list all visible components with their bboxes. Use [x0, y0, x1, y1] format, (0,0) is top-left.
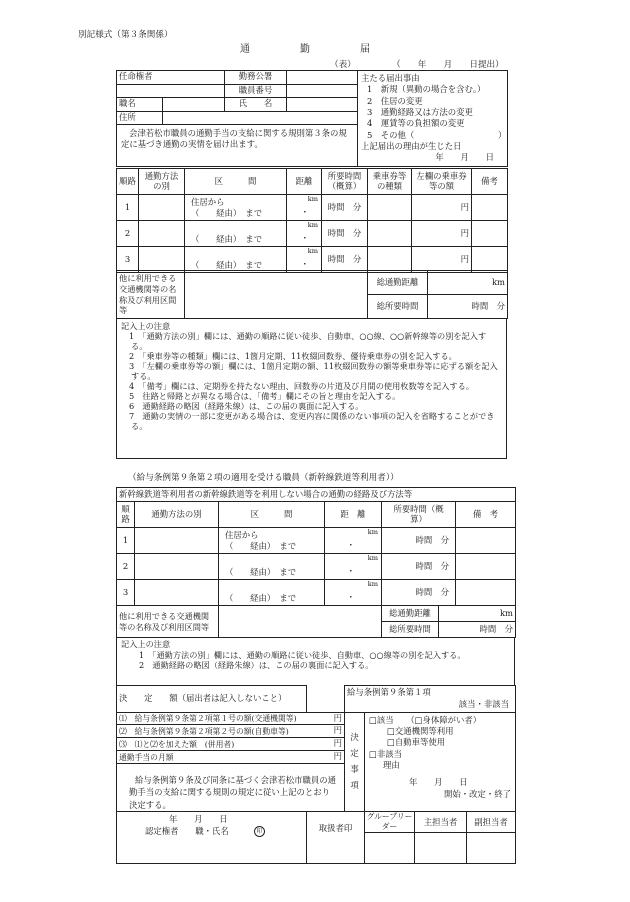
- seal-icon: 印: [254, 826, 265, 837]
- approval-date[interactable]: 年 月 日: [169, 813, 228, 824]
- distance-field[interactable]: km ・: [325, 528, 382, 554]
- notes-heading: 記入上の注意: [121, 639, 171, 649]
- clause-title: 給与条例第９条第１項: [347, 687, 431, 697]
- total-time-label: 総所要時間: [368, 295, 428, 319]
- ticket-amount-field[interactable]: 円: [412, 221, 472, 247]
- reason-item[interactable]: 1 新規（異動の場合を含む。）: [367, 84, 486, 95]
- office-field[interactable]: [287, 71, 358, 85]
- note-item: 3 「左欄の乗車券等の額」欄には、1箇月定期の額、11枚綴回数券の額等乗車券等に応ずる額を記入する。: [129, 361, 498, 381]
- table-row: [117, 554, 516, 580]
- applicant-table: [116, 70, 508, 167]
- distance-field[interactable]: km ・: [287, 221, 322, 247]
- office-label: 勤務公署: [225, 71, 287, 85]
- clause-box: [345, 686, 516, 713]
- time-field[interactable]: 時間 分: [322, 221, 368, 247]
- method-field[interactable]: [139, 247, 185, 273]
- amount-unit[interactable]: 円: [322, 725, 344, 738]
- reasons-box: [358, 71, 508, 167]
- remarks-field[interactable]: [472, 221, 508, 247]
- table-row: [117, 221, 508, 247]
- group-leader-stamp[interactable]: [365, 833, 414, 863]
- table-row: [117, 195, 508, 221]
- col-header: 通勤方法の別: [139, 169, 185, 195]
- other-transit-label: 他に利用できる交通機関等の名称及び利用区間等: [117, 606, 219, 638]
- form-label: 別記様式（第３条関係）: [78, 30, 173, 40]
- method-field[interactable]: [139, 221, 185, 247]
- total-distance-field[interactable]: km: [439, 606, 516, 622]
- col-header: 所要時間（概 算）: [382, 502, 456, 528]
- row-no: 2: [117, 221, 139, 247]
- employee-no-field[interactable]: [287, 84, 358, 98]
- submission-date: （ 年 月 日提出）: [392, 60, 504, 70]
- section-field[interactable]: （ 経由） まで: [219, 554, 325, 580]
- notes2-box: [116, 637, 515, 685]
- name-label: 氏 名: [225, 98, 287, 112]
- amount-line: ⑴ 給与条例第９条第２項第１号の額(交通機関等): [117, 713, 322, 725]
- table-row: [117, 247, 508, 273]
- table-row: [117, 528, 516, 554]
- shinkansen-totals: [116, 605, 516, 638]
- shinkansen-table: [116, 487, 516, 606]
- decision-matters-label: 決定事項: [345, 712, 365, 811]
- col-header: 備 考: [456, 502, 516, 528]
- col-header: 区 間: [219, 502, 325, 528]
- amount-line: ⑵ 給与条例第９条第２項第２号の額(自動車等): [117, 725, 322, 738]
- note-item: 2 「乗車券等の種類」欄には、1箇月定期、11枚綴回数券、優待乗車券の別を記入する。: [129, 351, 457, 361]
- table-row: [117, 580, 516, 606]
- name-field[interactable]: [287, 98, 358, 112]
- remarks-field[interactable]: [456, 580, 516, 606]
- remarks-field[interactable]: [472, 247, 508, 273]
- section2-caption: （給与条例第９条第２項の適用を受ける職員（新幹線鉄道等利用者））: [128, 473, 399, 483]
- col-header: 備考: [472, 169, 508, 195]
- total-time-label: 総所要時間: [382, 622, 439, 638]
- occurred-date[interactable]: 年 月 日: [435, 152, 494, 163]
- other-transit-label: 他に利用できる交通機関等の名称及び利用区間等: [117, 271, 185, 319]
- appointer-field[interactable]: [117, 84, 225, 98]
- appointer-label: 任命権者: [117, 71, 225, 85]
- time-field[interactable]: 時間 分: [382, 554, 456, 580]
- amount-unit[interactable]: 円: [322, 751, 344, 764]
- decision-kind[interactable]: 開始・改定・終了: [444, 788, 511, 799]
- approver-line: 認定権者 職・氏名 印: [145, 825, 304, 838]
- row-no: 3: [117, 580, 135, 606]
- distance-field[interactable]: km ・: [325, 554, 382, 580]
- ticket-type-field[interactable]: [368, 195, 412, 221]
- col-header: 順路: [117, 502, 135, 528]
- remarks-field[interactable]: [472, 195, 508, 221]
- col-header: 区 間: [185, 169, 287, 195]
- reason-item[interactable]: 3 通勤経路又は方法の変更: [367, 107, 473, 118]
- reason-item[interactable]: 4 運賃等の負担額の変更: [367, 118, 465, 129]
- col-header: 乗車券等の種類: [368, 169, 412, 195]
- other-transit-field[interactable]: [185, 271, 368, 319]
- group-leader-label: グループリーダー: [366, 811, 413, 831]
- receiver-label: 取扱者印: [307, 811, 365, 863]
- page-title: 通 勤 届: [240, 44, 390, 55]
- vice-staff-stamp[interactable]: [467, 833, 515, 863]
- address-field[interactable]: [163, 111, 358, 125]
- ticket-type-field[interactable]: [368, 221, 412, 247]
- note-item: 7 通勤の実情の一部に変更がある場合は、変更内容に関係のない事項の記入を省略することができる。: [129, 411, 495, 431]
- decision-table: [116, 685, 516, 864]
- method-field[interactable]: [135, 554, 219, 580]
- section2-title: 新幹線鉄道等利用者の新幹線鉄道等を利用しない場合の通勤の経路及び方法等: [117, 488, 516, 502]
- remarks-field[interactable]: [456, 528, 516, 554]
- distance-field[interactable]: km ・: [287, 247, 322, 273]
- check-transit[interactable]: □交通機関等利用: [387, 725, 454, 736]
- ticket-amount-field[interactable]: 円: [412, 247, 472, 273]
- row-no: 2: [117, 554, 135, 580]
- col-header: 通勤方法の別: [135, 502, 219, 528]
- position-label: 職名: [117, 98, 163, 112]
- route-table: [116, 168, 508, 273]
- note-item: 6 通勤経路の略図（経路朱線）は、この届の裏面に記入する。: [129, 401, 364, 411]
- section-field[interactable]: 住居から （ 経由） まで: [185, 195, 287, 221]
- total-time-field[interactable]: 時間 分: [428, 295, 508, 319]
- other-transit-field[interactable]: [219, 606, 382, 638]
- check-applies[interactable]: □該当 （□身体障がい者）: [369, 714, 482, 725]
- col-header: 距離: [287, 169, 322, 195]
- decision-heading: 決 定 額（届出者は記入しないこと）: [117, 686, 307, 713]
- section-field[interactable]: （ 経由） まで: [185, 221, 287, 247]
- amount-unit[interactable]: 円: [322, 713, 344, 725]
- time-field[interactable]: 時間 分: [382, 528, 456, 554]
- decision-amounts: [117, 712, 345, 811]
- check-not-applies[interactable]: □非該当: [369, 748, 403, 759]
- col-header: 順路: [117, 169, 139, 195]
- reasons-heading: 主たる届出事由: [361, 73, 420, 83]
- method-field[interactable]: [139, 195, 185, 221]
- position-field[interactable]: [163, 98, 225, 112]
- col-header: 所要時間（概算）: [322, 169, 368, 195]
- time-field[interactable]: 時間 分: [322, 195, 368, 221]
- decision-statement: 給与条例第９条及び同条に基づく会津若松市職員の通勤手当の支給に関する規則の規定に従い上記のとおり決定する。: [129, 775, 336, 810]
- note-item: 1 「通勤方法の別」欄には、通勤の順路に従い徒歩、自動車、○○線等の別を記入する。: [139, 649, 466, 660]
- reason-item[interactable]: 5 その他（ ）: [367, 129, 507, 140]
- method-field[interactable]: [135, 528, 219, 554]
- total-distance-label: 総通勤距離: [382, 606, 439, 622]
- ticket-type-field[interactable]: [368, 247, 412, 273]
- amount-line: ⑶ ⑴と⑵を加えた額 (併用者): [117, 738, 322, 751]
- distance-field[interactable]: km ・: [325, 580, 382, 606]
- clause-status[interactable]: 該当・非該当: [458, 698, 509, 709]
- row-no: 1: [117, 528, 135, 554]
- time-field[interactable]: 時間 分: [322, 247, 368, 273]
- decision-matters-box: [365, 712, 516, 811]
- occurred-label: 上記届出の理由が生じた日: [361, 141, 462, 152]
- note-item: 4 「備考」欄には、定期券を持たない理由、回数券の片道及び月間の使用枚数等を記入する。: [129, 381, 474, 391]
- reason-item[interactable]: 2 住居の変更: [367, 95, 423, 106]
- col-header: 左欄の乗車券等の額: [412, 169, 472, 195]
- ticket-amount-field[interactable]: 円: [412, 195, 472, 221]
- declaration-text: 会津若松市職員の通勤手当の支給に関する規則第３条の規定に基づき通勤の実情を届け出ます。: [117, 125, 358, 167]
- totals-table: [116, 270, 508, 319]
- amount-unit[interactable]: 円: [322, 738, 344, 751]
- employee-no-label: 職員番号: [225, 84, 287, 98]
- total-distance-field[interactable]: km: [428, 271, 508, 295]
- section-field[interactable]: （ 経由） まで: [219, 580, 325, 606]
- note-item: 1 「通勤方法の別」欄には、通勤の順路に従い徒歩、自動車、○○線、○○新幹線等の別を記入する。: [129, 331, 487, 351]
- decision-date[interactable]: 年 月 日: [409, 777, 468, 788]
- section-field[interactable]: 住居から （ 経由） まで: [219, 528, 325, 554]
- method-field[interactable]: [135, 580, 219, 606]
- row-no: 1: [117, 195, 139, 221]
- section-field[interactable]: （ 経由） まで: [185, 247, 287, 273]
- total-time-field[interactable]: 時間 分: [439, 622, 516, 638]
- check-car[interactable]: □自動車等使用: [387, 737, 446, 748]
- time-field[interactable]: 時間 分: [382, 580, 456, 606]
- distance-field[interactable]: km ・: [287, 195, 322, 221]
- reason-label: 理由: [383, 759, 400, 770]
- main-staff-label: 主担当者: [415, 812, 466, 833]
- side-indicator: （表）: [330, 60, 356, 70]
- total-distance-label: 総通勤距離: [368, 271, 428, 295]
- note-item: 2 通勤経路の略図（経路朱線）は、この届の裏面に記入する。: [139, 660, 374, 671]
- vice-staff-label: 副担当者: [467, 812, 515, 833]
- note-item: 5 往路と帰路とが異なる場合は、「備考」欄にその旨と理由を記入する。: [129, 391, 401, 401]
- notes-heading: 記入上の注意: [121, 321, 171, 331]
- main-staff-stamp[interactable]: [415, 833, 466, 863]
- notes-box: [116, 319, 507, 459]
- row-no: 3: [117, 247, 139, 273]
- remarks-field[interactable]: [456, 554, 516, 580]
- col-header: 距 離: [325, 502, 382, 528]
- amount-line: 通勤手当の月額: [117, 751, 322, 764]
- approver-box: [117, 811, 307, 863]
- address-label: 住所: [117, 111, 163, 125]
